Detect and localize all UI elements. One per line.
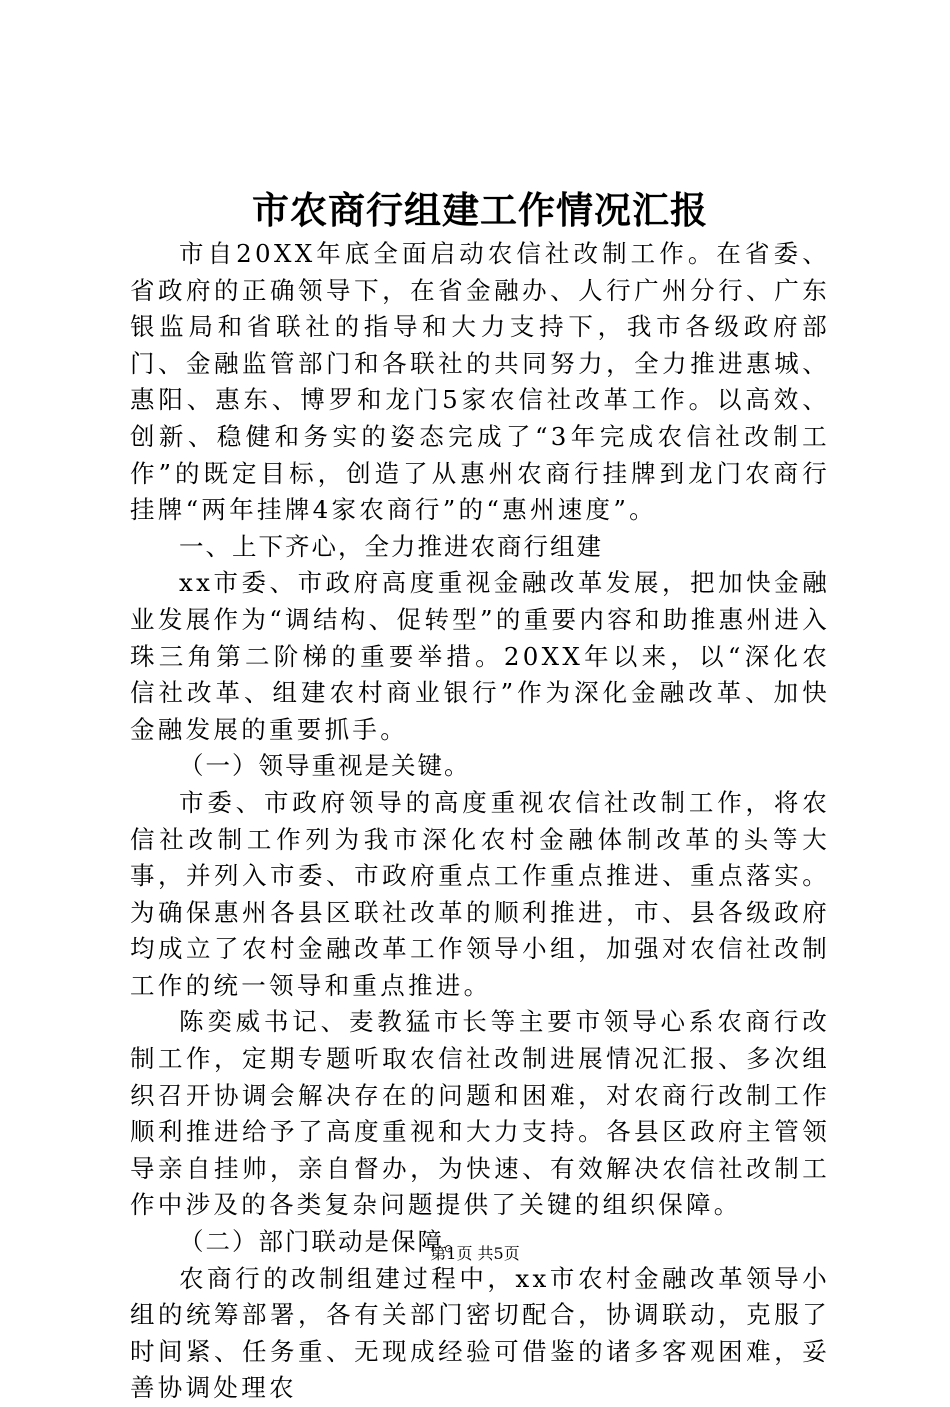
section-heading-1: 一、上下齐心，全力推进农商行组建: [179, 531, 603, 561]
document-title: 市农商行组建工作情况汇报: [252, 188, 708, 232]
subheading-1: （一）领导重视是关键。: [179, 751, 471, 781]
paragraph-leaders-support: 陈奕威书记、麦教猛市长等主要市领导心系农商行改制工作，定期专题听取农信社改制进展情况汇报、多次组织召开协调会解决存在的问题和困难，对农商行改制工作顺利推进给予了高度重视和大力支持。各县区政府主管领导亲自挂帅，亲自督办，为快速、有效解决农信社改制工作中涉及的各类复杂问题提供了关键的组织保障。: [130, 1007, 830, 1220]
paragraph-coordination: 农商行的改制组建过程中，xx市农村金融改革领导小组的统筹部署，各有关部门密切配合，协调联动，克服了时间紧、任务重、无现成经验可借鉴的诸多客观困难，妥善协调处理农: [130, 1263, 830, 1403]
document-body: [130, 236, 830, 1407]
paragraph-section-1: xx市委、市政府高度重视金融改革发展，把加快金融业发展作为“调结构、促转型”的重要内容和助推惠州进入珠三角第二阶梯的重要举措。20XX年以来，以“深化农信社改革、组建农村商业银行”作为深化金融改革、加快金融发展的重要抓手。: [130, 568, 830, 744]
page-footer: 第1页 共5页: [430, 1244, 520, 1263]
paragraph-intro: 市自20XX年底全面启动农信社改制工作。在省委、省政府的正确领导下，在省金融办、人行广州分行、广东银监局和省联社的指导和大力支持下，我市各级政府部门、金融监管部门和各联社的共同努力，全力推进惠城、惠阳、惠东、博罗和龙门5家农信社改革工作。以高效、创新、稳健和务实的姿态完成了“3年完成农信社改制工作”的既定目标，创造了从惠州农商行挂牌到龙门农商行挂牌“两年挂牌4家农商行”的“惠州速度”。: [130, 239, 830, 525]
paragraph-leadership: 市委、市政府领导的高度重视农信社改制工作，将农信社改制工作列为我市深化农村金融体制改革的头等大事，并列入市委、市政府重点工作重点推进、重点落实。为确保惠州各县区联社改革的顺利推进，市、县各级政府均成立了农村金融改革工作领导小组，加强对农信社改制工作的统一领导和重点推进。: [130, 787, 830, 1000]
subheading-2: （二）部门联动是保障。: [179, 1227, 471, 1257]
